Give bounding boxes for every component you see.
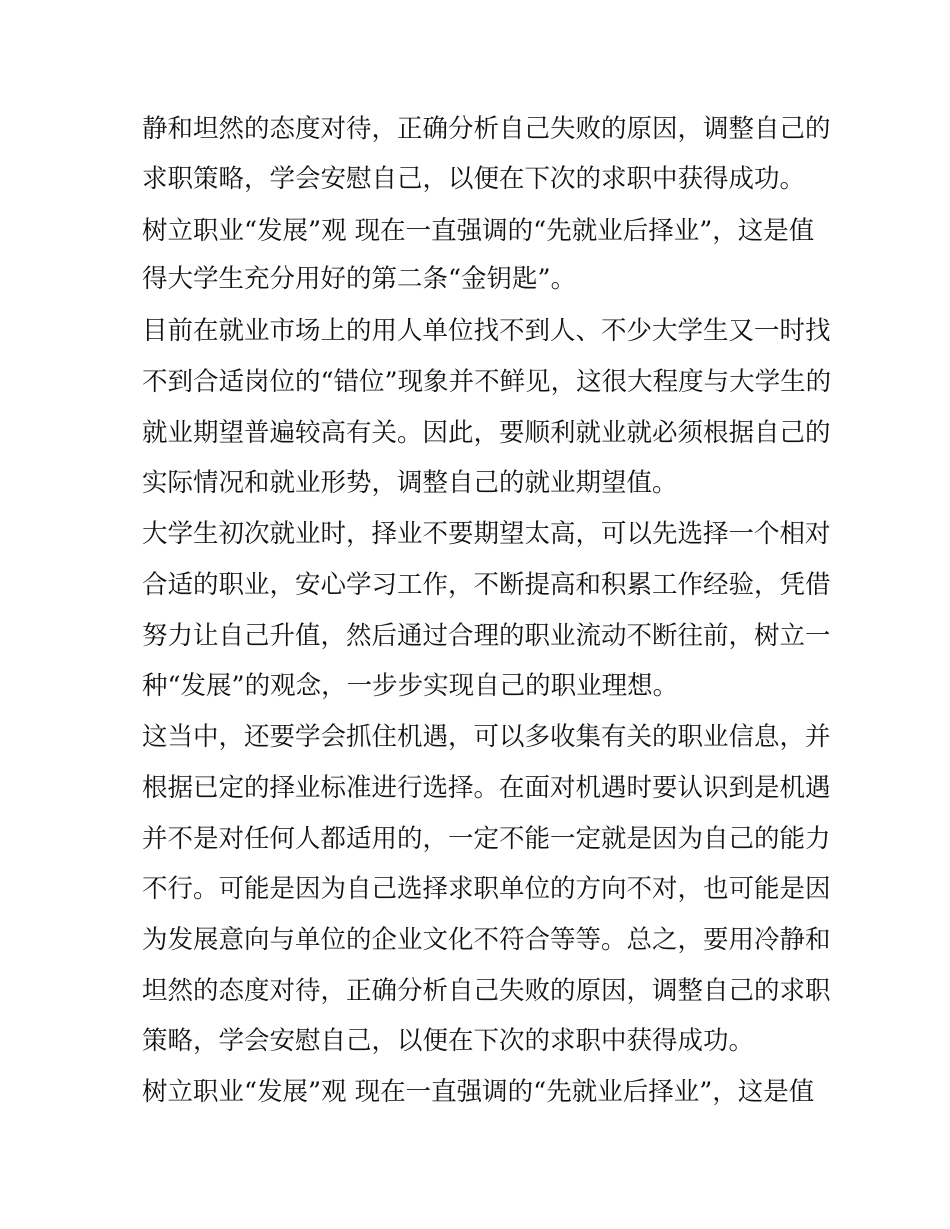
text-line: 根据已定的择业标准进行选择。在面对机遇时要认识到是机遇 bbox=[142, 773, 831, 803]
text-line: 树立职业“发展”观 现在一直强调的“先就业后择业”，这是值 bbox=[142, 216, 815, 246]
text-line: 努力让自己升值，然后通过合理的职业流动不断往前，树立一 bbox=[142, 621, 831, 651]
text-line: 静和坦然的态度对待，正确分析自己失败的原因，调整自己的 bbox=[142, 114, 831, 144]
text-line: 不行。可能是因为自己选择求职单位的方向不对，也可能是因 bbox=[142, 874, 831, 904]
text-line: 实际情况和就业形势，调整自己的就业期望值。 bbox=[142, 468, 678, 498]
text-line: 策略，学会安慰自己，以便在下次的求职中获得成功。 bbox=[142, 1026, 755, 1056]
text-line: 这当中，还要学会抓住机遇，可以多收集有关的职业信息，并 bbox=[142, 722, 831, 752]
text-line: 不到合适岗位的“错位”现象并不鲜见，这很大程度与大学生的 bbox=[142, 367, 832, 397]
text-line: 坦然的态度对待，正确分析自己失败的原因，调整自己的求职 bbox=[142, 976, 831, 1006]
text-line: 为发展意向与单位的企业文化不符合等等。总之，要用冷静和 bbox=[142, 925, 831, 955]
text-line: 并不是对任何人都适用的，一定不能一定就是因为自己的能力 bbox=[142, 824, 831, 854]
text-line: 合适的职业，安心学习工作，不断提高和积累工作经验，凭借 bbox=[142, 570, 831, 600]
text-line: 种“发展”的观念，一步步实现自己的职业理想。 bbox=[142, 671, 679, 701]
text-line: 树立职业“发展”观 现在一直强调的“先就业后择业”，这是值 bbox=[142, 1077, 815, 1107]
text-line: 目前在就业市场上的用人单位找不到人、不少大学生又一时找 bbox=[142, 316, 831, 346]
text-line: 大学生初次就业时，择业不要期望太高，可以先选择一个相对 bbox=[142, 519, 831, 549]
text-line: 就业期望普遍较高有关。因此，要顺利就业就必须根据自己的 bbox=[142, 418, 831, 448]
text-line: 得大学生充分用好的第二条“金钥匙”。 bbox=[142, 264, 577, 294]
text-line: 求职策略，学会安慰自己，以便在下次的求职中获得成功。 bbox=[142, 164, 806, 194]
